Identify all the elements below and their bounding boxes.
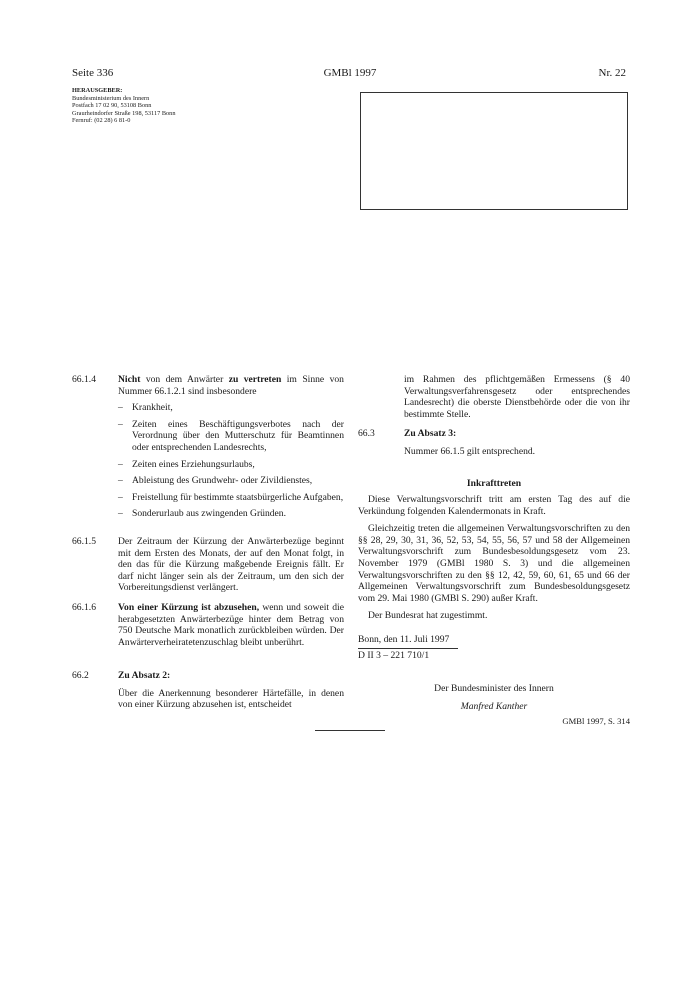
section-66-1-6 [72, 602, 344, 670]
publisher-line: Postfach 17 02 90, 53108 Bonn [72, 102, 152, 110]
signer-name: Manfred Kanther [460, 700, 528, 712]
reference-number: D II 3 – 221 710/1 [358, 649, 430, 661]
signer-title: Der Bundesminister des Innern [434, 683, 554, 695]
section-text: Nicht von dem Anwärter zu vertreten im Sinne von Nummer 66.1.2.1 sind insbesondere [118, 374, 344, 397]
publisher-block [72, 87, 175, 125]
inkraft-paragraph: Der Bundesrat hat zugestimmt. [368, 610, 488, 622]
section-text: Von einer Kürzung ist abzusehen, wenn und soweit die herabgesetzten Anwärterbezüge hinter dem Betrag von 750 Deutsche Mark monatlich zurückbleiben würden. Der Anwärterverheiratetenzuschlag bleibt unberührt. [118, 602, 344, 648]
section-66-1-5 [72, 536, 344, 602]
end-rule [315, 730, 385, 731]
issue-number: Nr. 22 [598, 67, 626, 79]
right-column [358, 374, 630, 728]
section-text: Über die Anerkennung besonderer Härtefälle, in denen von einer Kürzung abzusehen ist, entscheidet [118, 687, 344, 711]
publisher-line: Fernruf: (02 28) 6 81-0 [72, 117, 131, 125]
list-item: – Sonderurlaub aus zwingenden Gründen. [118, 508, 344, 520]
section-number: 66.2 [72, 670, 89, 681]
section-number: 66.1.6 [72, 602, 96, 613]
page-number: Seite 336 [72, 67, 114, 79]
continuation-text: im Rahmen des pflichtgemäßen Ermessens (§ 40 Verwaltungsverfahrensgesetz oder entsprechendes Landesrecht) die oberste Dienstbehörde oder die von ihr bestimmte Stelle. [404, 374, 630, 420]
section-text: Der Zeitraum der Kürzung der Anwärterbezüge beginnt mit dem Ersten des Monats, der auf den Monat folgt, in den das für die Kürzung maßgebende Ereignis fällt. Er darf nicht länger sein als der Zeitraum, um den sich der Vorbereitungsdienst verlängert. [118, 536, 344, 594]
list-item: – Freistellung für bestimmte staatsbürgerliche Aufgaben, [118, 492, 344, 504]
inkraft-paragraph: Gleichzeitig treten die allgemeinen Verwaltungsvorschriften zu den §§ 28, 29, 30, 31, 36, 52, 53, 54, 55, 56, 57 und 58 der Allgemeinen Verwaltungsvorschrift zum Bundesbesoldungsgesetz vom 23. November 1979 (GMBl 1980 S. 3) und die allgemeinen Verwaltungsvorschriften zu den §§ 12, 42, 59, 60, 61, 65 und 66 der Allgemeinen Verwaltungsvorschrift zum Bundesbesoldungsgesetz vom 29. Mai 1980 (GMBl S. 290) außer Kraft. [358, 523, 630, 604]
publisher-line: Graurheindorfer Straße 198, 53117 Bonn [72, 109, 176, 117]
section-number: 66.3 [358, 428, 375, 440]
date-line: Bonn, den 11. Juli 1997 [358, 633, 450, 645]
list-item: – Ableistung des Grundwehr- oder Zivildienstes, [118, 475, 344, 487]
address-box [360, 92, 628, 210]
list-item: – Krankheit, [118, 402, 344, 414]
journal-name: GMBl 1997 [323, 67, 377, 79]
left-column [72, 374, 344, 720]
section-heading: Zu Absatz 3: [404, 428, 457, 440]
section-66-3 [358, 428, 630, 476]
publisher-title: HERAUSGEBER: [72, 87, 123, 94]
inkraft-paragraph: Diese Verwaltungsvorschrift tritt am ersten Tag des auf die Verkündung folgenden Kalendermonats in Kraft. [358, 493, 630, 517]
section-text: Nummer 66.1.5 gilt entsprechend. [404, 445, 536, 457]
citation: GMBl 1997, S. 314 [562, 716, 630, 727]
publisher-line: Bundesministerium des Innern [72, 94, 150, 102]
section-heading: Zu Absatz 2: [118, 670, 171, 681]
date-rule [358, 648, 458, 649]
inkrafttreten-heading: Inkrafttreten [466, 478, 522, 490]
section-66-1-4 [72, 374, 344, 536]
list-item: – Zeiten eines Erziehungsurlaubs, [118, 459, 344, 471]
list-item: – Zeiten eines Beschäftigungsverbotes nach der Verordnung über den Mutterschutz für Beamtinnen oder entsprechenden Landesrechts, [118, 419, 344, 454]
section-number: 66.1.4 [72, 374, 96, 385]
section-66-2 [72, 670, 344, 720]
section-number: 66.1.5 [72, 536, 96, 547]
